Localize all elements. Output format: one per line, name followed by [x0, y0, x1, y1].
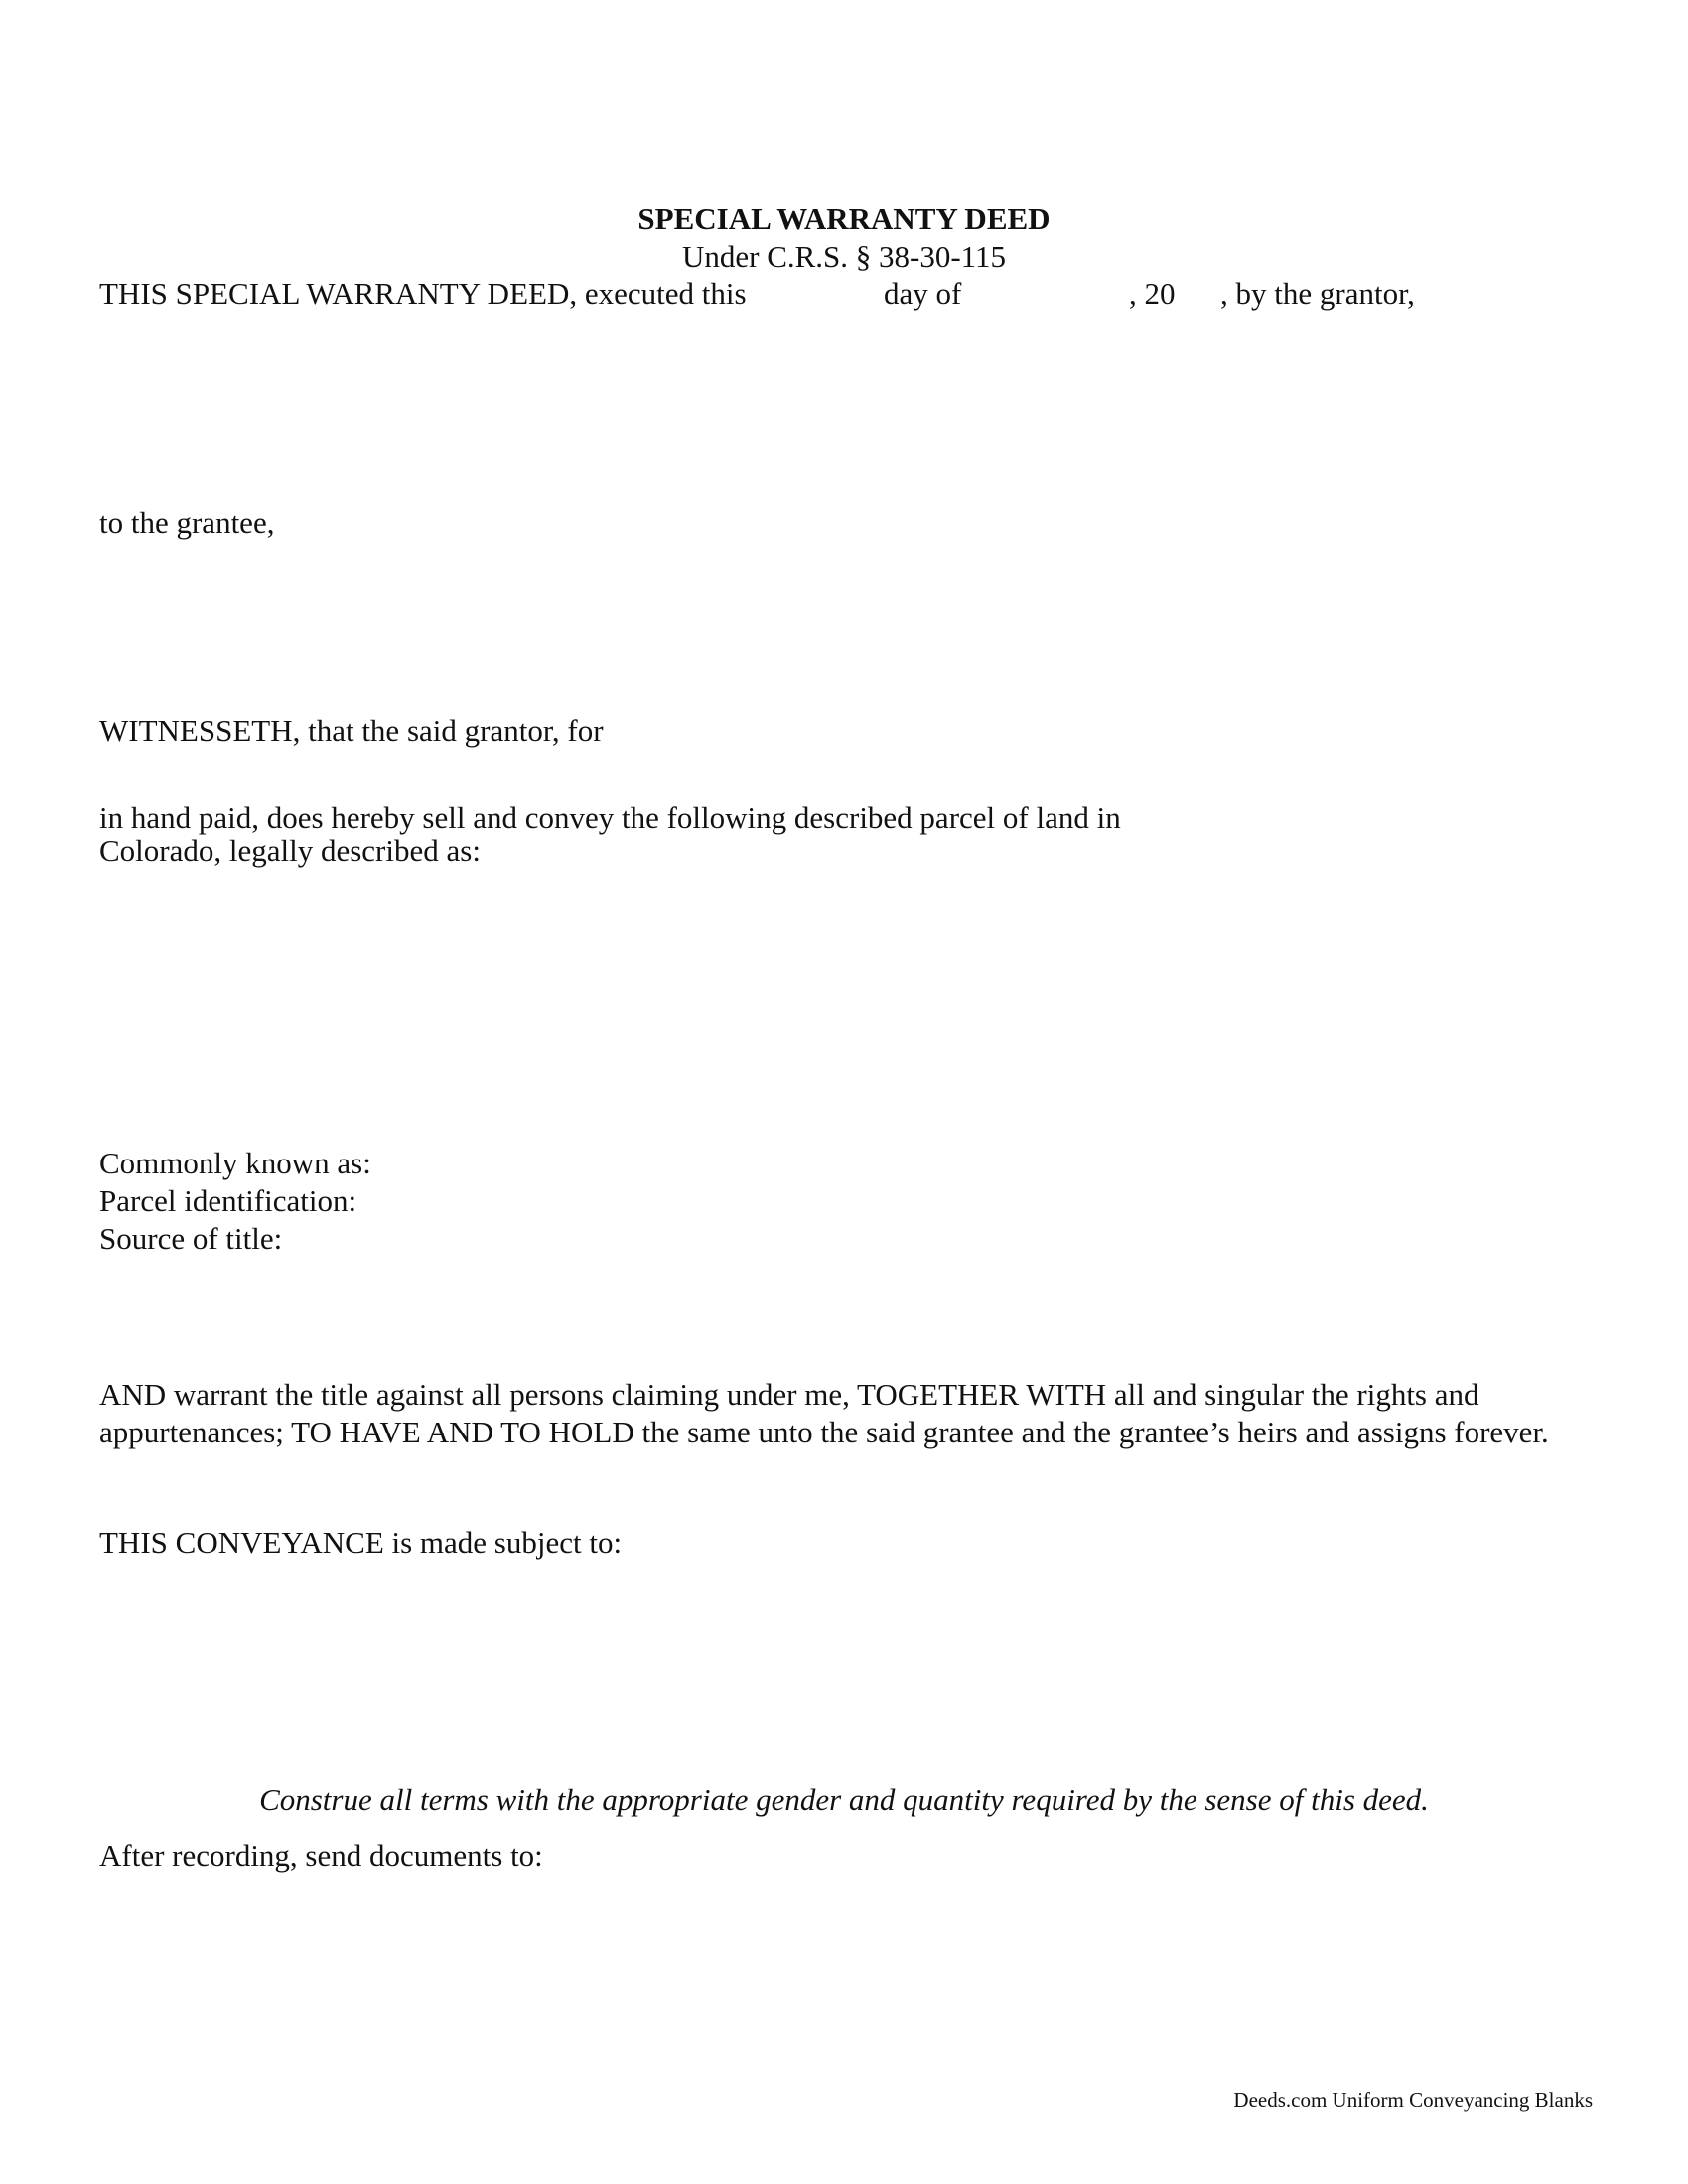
- footer-credit: Deeds.com Uniform Conveyancing Blanks: [1233, 2088, 1593, 2112]
- witnesseth-label: WITNESSETH, that the said grantor, for: [99, 713, 604, 748]
- executed-line-part3: , 20: [1129, 276, 1176, 311]
- conveyance-subject-label: THIS CONVEYANCE is made subject to:: [99, 1525, 623, 1560]
- hand-paid-line2: Colorado, legally described as:: [99, 833, 481, 868]
- document-subtitle: Under C.R.S. § 38-30-115: [681, 239, 1007, 274]
- construe-note: Construe all terms with the appropriate gender and quantity required by the sense of this deed.: [259, 1782, 1429, 1817]
- executed-line-part2: day of: [884, 276, 962, 311]
- hand-paid-line1: in hand paid, does hereby sell and convey the following described parcel of land in: [99, 800, 1121, 835]
- commonly-known-label: Commonly known as:: [99, 1146, 371, 1180]
- document-title: SPECIAL WARRANTY DEED: [637, 202, 1051, 236]
- after-recording-label: After recording, send documents to:: [99, 1839, 543, 1873]
- warrant-paragraph: AND warrant the title against all persons claiming under me, TOGETHER WITH all and singular the rights and appurtenances; TO HAVE AND TO HOLD the same unto the said grantee and the grantee’s heirs and assigns forever.: [99, 1377, 1549, 1449]
- executed-line-part1: THIS SPECIAL WARRANTY DEED, executed this: [99, 276, 747, 311]
- parcel-identification-label: Parcel identification:: [99, 1183, 357, 1218]
- to-grantee-label: to the grantee,: [99, 505, 275, 540]
- source-of-title-label: Source of title:: [99, 1221, 283, 1256]
- executed-line-part4: , by the grantor,: [1220, 276, 1415, 311]
